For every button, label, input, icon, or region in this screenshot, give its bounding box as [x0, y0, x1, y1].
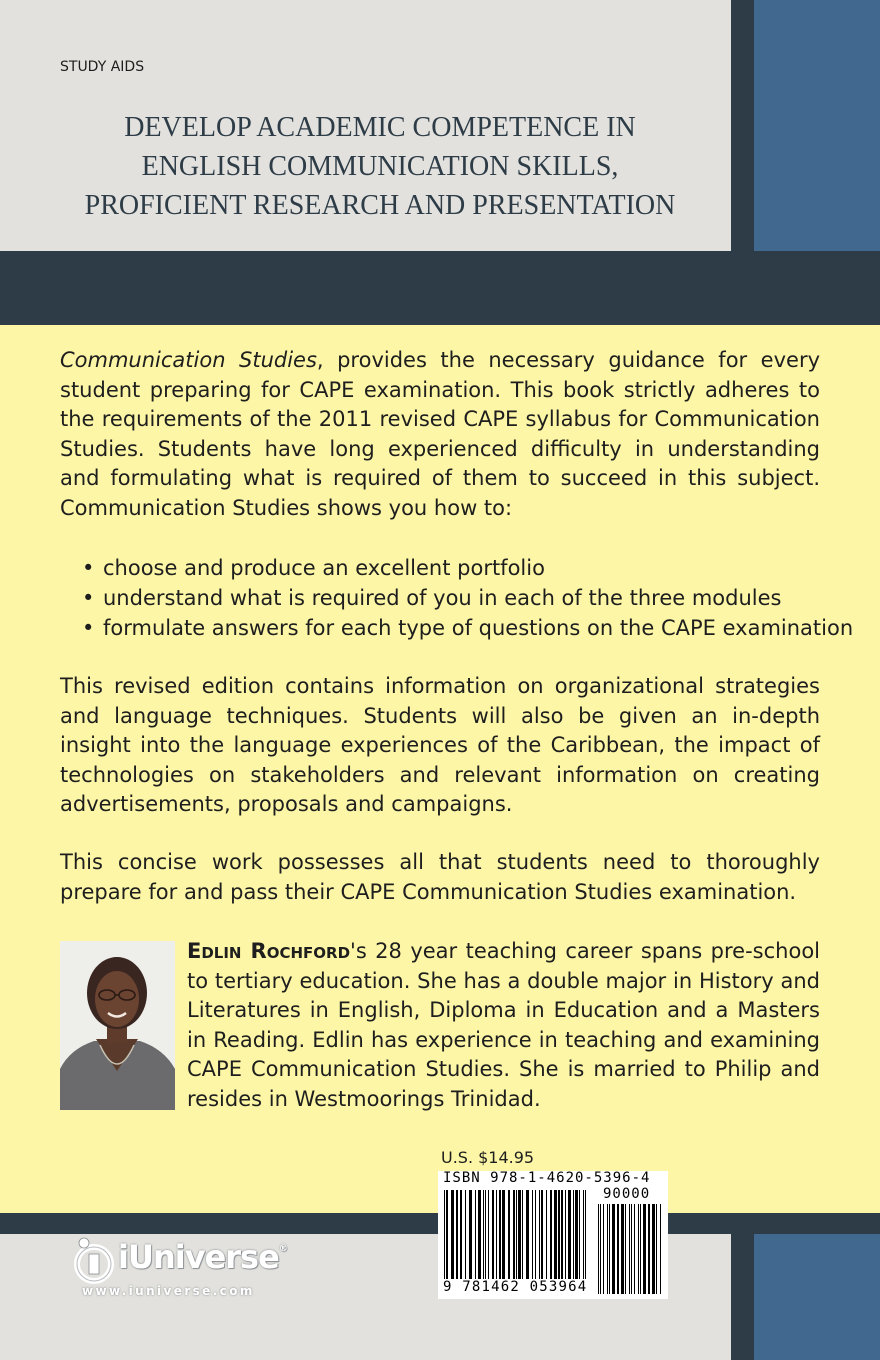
- bottom-blue-block: [754, 1234, 880, 1360]
- barcode-bar: [573, 1190, 574, 1280]
- barcode-bar: [541, 1190, 543, 1280]
- barcode-bar: [456, 1190, 458, 1280]
- top-dark-strip: [731, 0, 754, 251]
- barcode-bar: [607, 1204, 608, 1294]
- barcode-bar: [526, 1190, 529, 1280]
- book-title: Communication Studies: [60, 348, 317, 372]
- barcode-bar: [444, 1190, 445, 1280]
- barcode-bar: [446, 1190, 448, 1280]
- list-item: • choose and produce an excellent portfolio: [82, 553, 842, 583]
- barcode-bar: [550, 1190, 552, 1280]
- barcode-bar: [565, 1190, 566, 1280]
- barcode-bar: [652, 1204, 655, 1294]
- top-dark-band: [0, 251, 880, 325]
- list-item: • understand what is required of you in each of the three modules: [82, 583, 842, 613]
- barcode-bar: [609, 1204, 610, 1294]
- barcode-bar: [598, 1204, 599, 1294]
- barcode-bar: [617, 1204, 619, 1294]
- barcode-bar: [539, 1190, 540, 1280]
- barcode-bar: [638, 1204, 639, 1294]
- barcode-bar: [475, 1190, 476, 1280]
- author-name: Edlin Rochford: [187, 939, 351, 963]
- barcode-bar: [478, 1190, 481, 1280]
- barcode-bar: [513, 1190, 515, 1280]
- publisher-url[interactable]: www.iuniverse.com: [82, 1284, 255, 1298]
- trademark-symbol: ®: [278, 1244, 288, 1254]
- publisher-logo-icon: [70, 1234, 118, 1286]
- barcode-bar: [516, 1190, 517, 1280]
- intro-text: , provides the necessary guidance for every student preparing for CAPE examination. This book strictly adheres to the requirements of the 2011 revised CAPE syllabus for Communication Studies. Students have long experienced difficulty in understanding and formulating what is required of them to succeed in this subject. Communication Studies shows you how to:: [60, 348, 821, 520]
- barcode-bar: [499, 1190, 501, 1280]
- barcode-bar: [518, 1190, 521, 1280]
- barcode-bar: [561, 1190, 563, 1280]
- barcode-bar: [535, 1190, 536, 1280]
- barcode-bar: [465, 1190, 466, 1280]
- bottom-dark-strip: [731, 1234, 754, 1360]
- barcode-bar: [554, 1190, 557, 1280]
- headline-line: ENGLISH COMMUNICATION SKILLS,: [141, 151, 619, 182]
- intro-paragraph: [60, 346, 820, 523]
- headline-line: PROFICIENT RESEARCH AND PRESENTATION: [84, 190, 676, 221]
- barcode-bar: [558, 1190, 560, 1280]
- barcode-bar: [643, 1204, 646, 1294]
- barcode-bar: [469, 1190, 472, 1280]
- barcode-bar: [625, 1204, 626, 1294]
- barcode-bar: [648, 1204, 650, 1294]
- publisher-name-text: iUniverse: [118, 1238, 279, 1276]
- barcode-bar: [585, 1190, 586, 1280]
- barcode-bar: [634, 1204, 635, 1294]
- barcode-bar: [485, 1190, 486, 1280]
- barcode-bar: [640, 1204, 641, 1294]
- addon-barcode-bars: [598, 1204, 661, 1294]
- publisher-name: [118, 1238, 288, 1276]
- benefits-list: [82, 553, 854, 643]
- barcode-bar: [502, 1190, 505, 1280]
- author-bio-text: 's 28 year teaching career spans pre-school to tertiary education. She has a double major in History and Literatures in English, Diploma in Education and a Masters in Reading. Edlin has experience in teaching and examining CAPE Communication Studies. She is married to Philip and resides in Westmoorings Trinidad.: [187, 939, 821, 1111]
- barcode-bar: [488, 1190, 489, 1280]
- price-addon-code: 90000: [603, 1186, 651, 1202]
- barcode-bar: [496, 1190, 497, 1280]
- barcode-bar: [660, 1204, 661, 1294]
- barcode-bar: [492, 1190, 494, 1280]
- barcode-bar: [568, 1190, 571, 1280]
- author-photo: [60, 941, 175, 1110]
- barcode-bar: [522, 1190, 523, 1280]
- category-label: STUDY AIDS: [60, 59, 145, 75]
- barcode-bar: [603, 1204, 604, 1294]
- barcode-bar: [508, 1190, 510, 1280]
- barcode-bar: [612, 1204, 615, 1294]
- summary-paragraph: This concise work possesses all that students need to thoroughly prepare for and pass their CAPE Communication Studies examination.: [60, 850, 820, 904]
- headline-line: DEVELOP ACADEMIC COMPETENCE IN: [124, 112, 636, 143]
- barcode-bar: [460, 1190, 462, 1280]
- barcode-bar: [656, 1204, 657, 1294]
- headline: [60, 108, 700, 225]
- barcode-bar: [532, 1190, 533, 1280]
- barcode-bar: [621, 1204, 624, 1294]
- ean-barcode-bars: [444, 1190, 586, 1280]
- top-blue-block: [754, 0, 880, 251]
- price-label: U.S. $14.95: [441, 1148, 535, 1167]
- barcode-bar: [600, 1204, 601, 1294]
- barcode-bar: [583, 1190, 584, 1280]
- isbn-number: ISBN 978-1-4620-5396-4: [443, 1170, 651, 1186]
- barcode-bar: [629, 1204, 630, 1294]
- barcode-bar: [579, 1190, 580, 1280]
- ean-digits: 9 781462 053964: [443, 1279, 588, 1295]
- barcode-bar: [631, 1204, 632, 1294]
- barcode-bar: [575, 1190, 578, 1280]
- barcode-bar: [451, 1190, 454, 1280]
- barcode-bar: [483, 1190, 484, 1280]
- list-item: • formulate answers for each type of questions on the CAPE examination: [82, 613, 842, 643]
- edition-paragraph: This revised edition contains information on organizational strategies and language techniques. Students will also be given an in-depth insight into the language experiences of the Caribbean, the impact of technologies on stakeholders and relevant information on creating advertisements, proposals and campaigns.: [60, 674, 820, 816]
- barcode-bar: [546, 1190, 547, 1280]
- author-bio: [187, 937, 820, 1114]
